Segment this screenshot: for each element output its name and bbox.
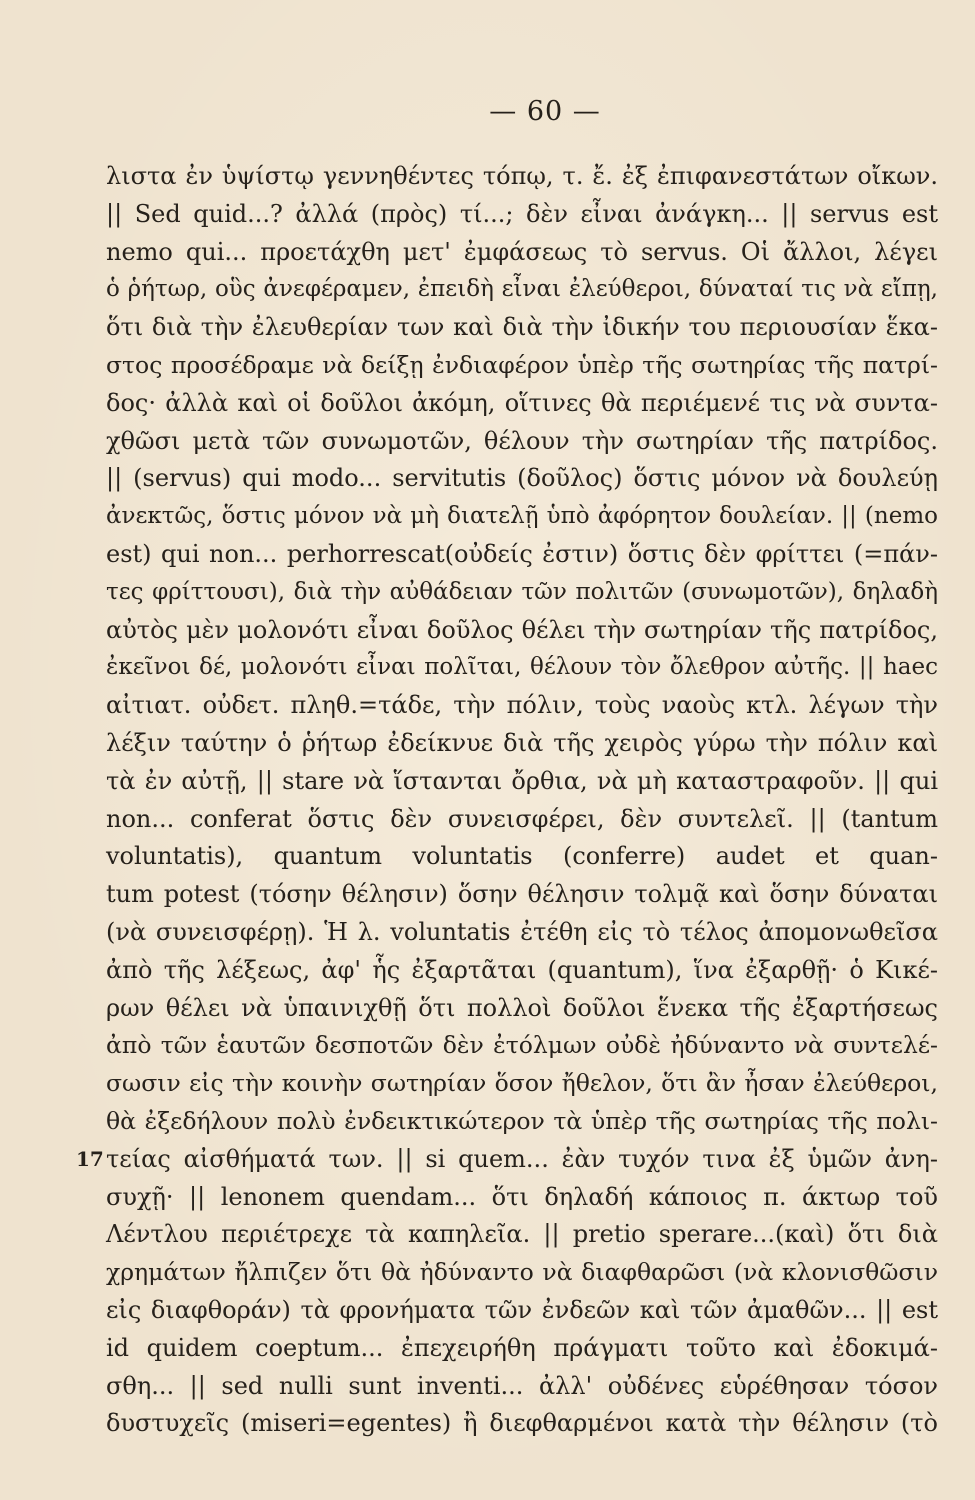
text-line-28: συχῇ· || lenonem quendam... ὅτι δηλαδή κάποιος π. άκτωρ τοῦ xyxy=(106,1182,938,1211)
text-line-27-content: τείας αἰσθήματά των. || si quem... ἐὰν τυχόν τινα ἐξ ὑμῶν ἀνη- xyxy=(106,1144,938,1173)
text-line-21: (νὰ συνεισφέρῃ). Ἡ λ. voluntatis ἐτέθη εἰς τὸ τέλος ἀπομονωθεῖσα xyxy=(106,917,938,946)
text-line-25: σωσιν εἰς τὴν κοινὴν σωτηρίαν ὅσον ἤθελον, ὅτι ἂν ἦσαν ἐλεύθεροι, xyxy=(106,1069,938,1098)
text-line-22: ἀπὸ τῆς λέξεως, ἀφ' ἧς ἐξαρτᾶται (quantum), ἵνα ἐξαρθῇ· ὁ Κικέ- xyxy=(106,955,938,984)
text-line-14: ἐκεῖνοι δέ, μολονότι εἶναι πολῖται, θέλουν τὸν ὄλεθρον αὐτῆς. || haec xyxy=(106,654,938,681)
text-line-10: ἀνεκτῶς, ὅστις μόνον νὰ μὴ διατελῇ ὑπὸ ἀφόρητον δουλείαν. || (nemo xyxy=(106,503,938,530)
text-line-31: εἰς διαφθοράν) τὰ φρονήματα τῶν ἐνδεῶν καὶ τῶν ἀμαθῶν... || est xyxy=(106,1295,938,1324)
text-line-34: δυστυχεῖς (miseri=egentes) ἢ διεφθαρμένοι κατὰ τὴν θέλησιν (τὸ xyxy=(106,1409,938,1438)
text-line-12: τες φρίττουσι), διὰ τὴν αὐθάδειαν τῶν πολιτῶν (συνωμοτῶν), δηλαδὴ xyxy=(106,578,938,605)
text-line-13: αὐτὸς μὲν μολονότι εἶναι δοῦλος θέλει τὴν σωτηρίαν τῆς πατρίδος, xyxy=(106,615,938,644)
text-line-8: χθῶσι μετὰ τῶν συνωμοτῶν, θέλουν τὴν σωτηρίαν τῆς πατρίδος. xyxy=(106,426,938,455)
text-line-33: σθη... || sed nulli sunt inventi... ἀλλ' οὐδένες εὑρέθησαν τόσον xyxy=(106,1371,938,1400)
text-line-23: ρων θέλει νὰ ὑπαινιχθῇ ὅτι πολλοὶ δοῦλοι ἕνεκα τῆς ἐξαρτήσεως xyxy=(106,993,938,1022)
text-line-32: id quidem coeptum... ἐπεχειρήθη πράγματι τοῦτο καὶ ἐδοκιμά- xyxy=(106,1333,938,1362)
text-line-15: αἰτιατ. οὐδετ. πληθ.=τάδε, τὴν πόλιν, τοὺς ναοὺς κτλ. λέγων τὴν xyxy=(106,691,938,720)
text-line-18: non... conferat ὅστις δὲν συνεισφέρει, δὲν συντελεῖ. || (tantum xyxy=(106,804,938,833)
text-line-19: voluntatis), quantum voluntatis (conferre) audet et quan- xyxy=(106,842,938,871)
commentary-text xyxy=(76,158,938,1443)
text-line-3: nemo qui... προετάχθη μετ' ἐμφάσεως τὸ servus. Οἱ ἄλλοι, λέγει xyxy=(106,237,938,266)
text-line-24: ἀπὸ τῶν ἑαυτῶν δεσποτῶν δὲν ἐτόλμων οὐδὲ ἠδύναντο νὰ συντελέ- xyxy=(106,1031,938,1060)
text-line-26: θὰ ἐξεδήλουν πολὺ ἐνδεικτικώτερον τὰ ὑπὲρ τῆς σωτηρίας τῆς πολι- xyxy=(106,1106,938,1135)
text-line-17: τὰ ἐν αὐτῇ, || stare νὰ ἵστανται ὄρθια, νὰ μὴ καταστραφοῦν. || qui xyxy=(106,766,938,795)
text-line-5: ὅτι διὰ τὴν ἐλευθερίαν των καὶ διὰ τὴν ἰδικήν του περιουσίαν ἕκα- xyxy=(106,313,938,342)
text-line-1: λιστα ἐν ὑψίστῳ γεννηθέντες τόπῳ, τ. ἔ. ἐξ ἐπιφανεστάτων οἴκων. xyxy=(106,162,938,190)
text-line-11: est) qui non... perhorrescat(οὐδείς ἐστιν) ὅστις δὲν φρίττει (=πάν- xyxy=(106,539,938,568)
text-line-6: στος προσέδραμε νὰ δείξῃ ἐνδιαφέρον ὑπὲρ τῆς σωτηρίας τῆς πατρί- xyxy=(106,350,938,379)
text-line-7: δος· ἀλλὰ καὶ οἱ δοῦλοι ἀκόμη, οἵτινες θὰ περιέμενέ τις νὰ συντα- xyxy=(106,388,938,417)
page-number: — 60 — xyxy=(489,96,601,127)
margin-line-number: 17 xyxy=(76,1146,104,1171)
text-line-9: || (servus) qui modo... servitutis (δοῦλος) ὅστις μόνον νὰ δουλεύῃ xyxy=(106,464,938,493)
text-line-4: ὁ ῥήτωρ, οὓς ἀνεφέραμεν, ἐπειδὴ εἶναι ἐλεύθεροι, δύναταί τις νὰ εἴπῃ, xyxy=(106,276,938,303)
text-line-2: || Sed quid...? ἀλλά (πρὸς) τί...; δὲν εἶναι ἀνάγκη... || servus est xyxy=(106,199,938,228)
text-line-16: λέξιν ταύτην ὁ ῥήτωρ ἐδείκνυε διὰ τῆς χειρὸς γύρω τὴν πόλιν καὶ xyxy=(106,728,938,757)
text-line-27 xyxy=(76,1141,938,1179)
text-line-30: χρημάτων ἤλπιζεν ὅτι θὰ ἠδύναντο νὰ διαφθαρῶσι (νὰ κλονισθῶσιν xyxy=(106,1258,938,1287)
text-line-29: Λέντλου περιέτρεχε τὰ καπηλεῖα. || pretio sperare...(καὶ) ὅτι διὰ xyxy=(106,1220,938,1249)
text-line-20: tum potest (τόσην θέλησιν) ὅσην θέλησιν τολμᾷ καὶ ὅσην δύναται xyxy=(106,880,938,909)
